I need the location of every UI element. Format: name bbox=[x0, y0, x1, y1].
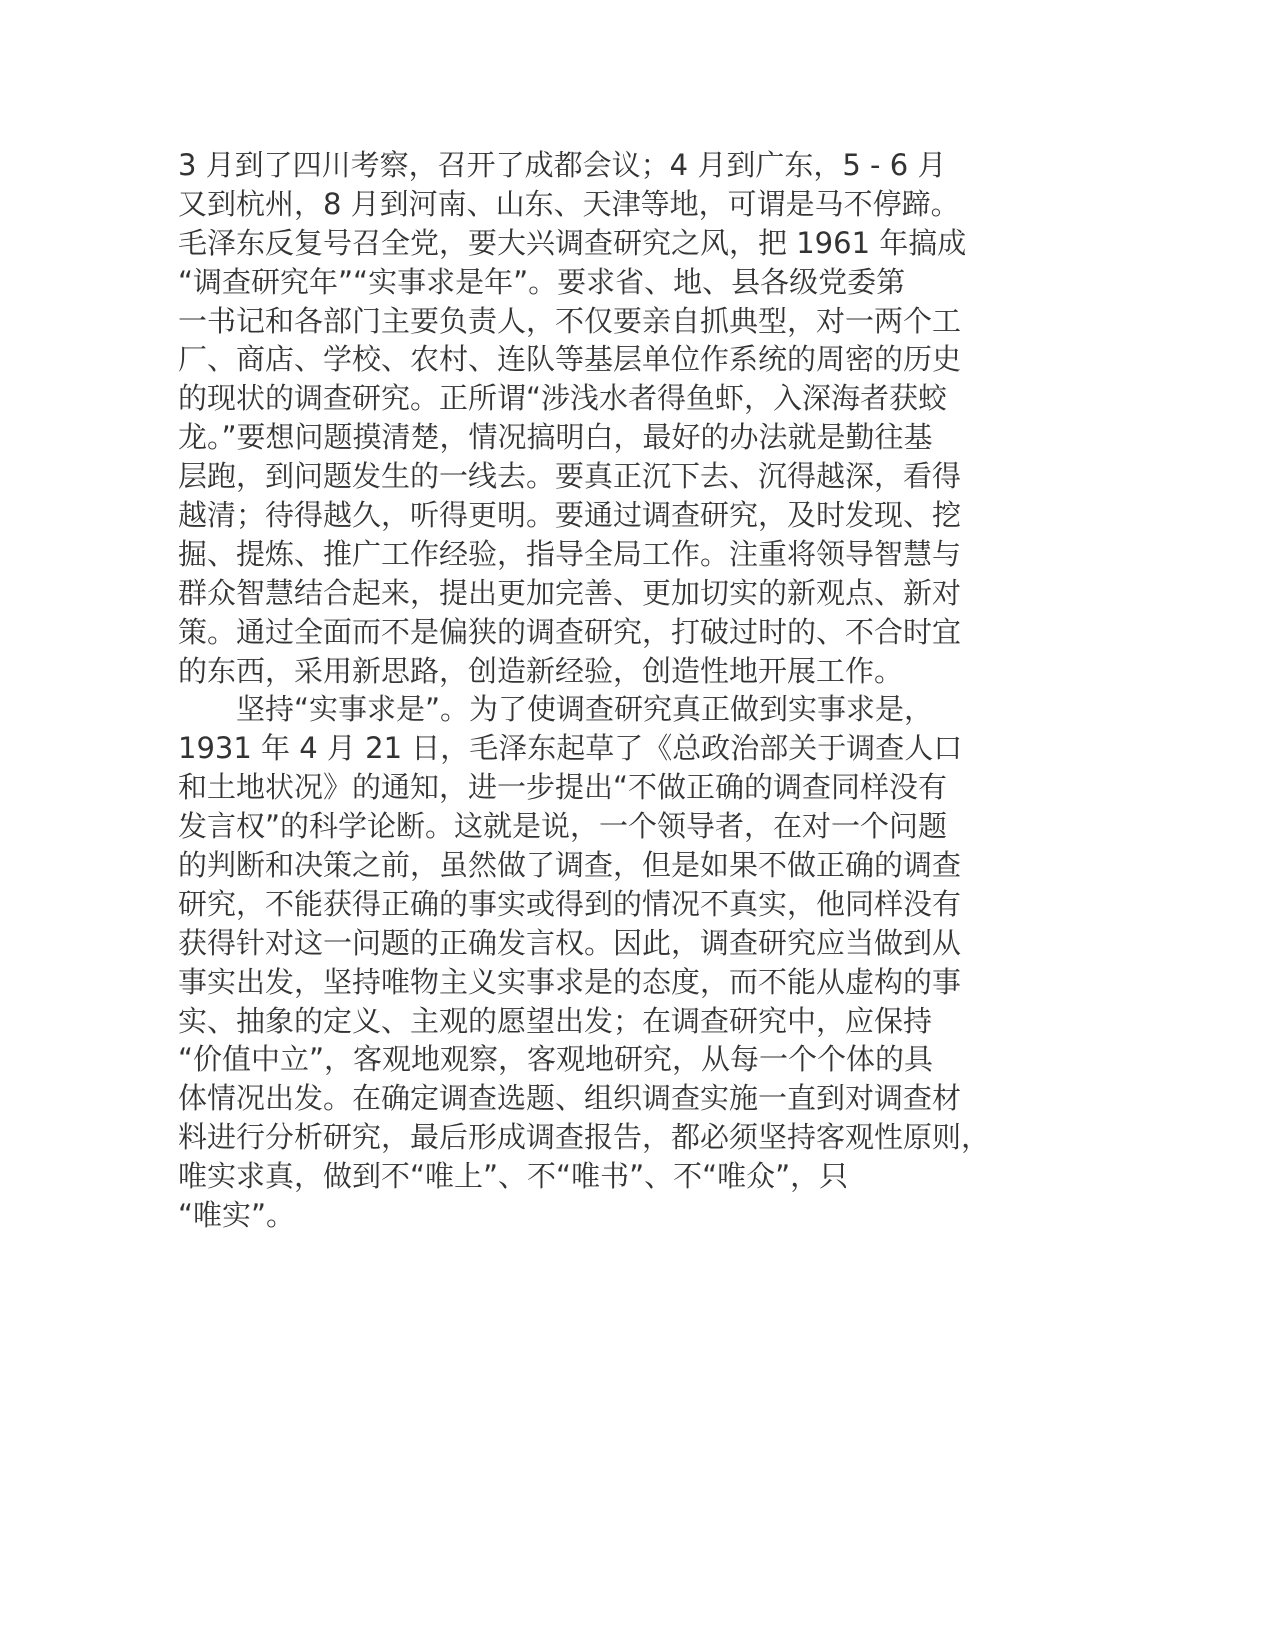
text-line: 的东西，采用新思路，创造新经验，创造性地开展工作。 bbox=[178, 653, 904, 688]
text-line: 又到杭州，8 月到河南、山东、天津等地，可谓是马不停蹄。 bbox=[178, 186, 960, 221]
text-line: 越清；待得越久，听得更明。要通过调查研究，及时发现、挖 bbox=[178, 498, 962, 533]
text-line: 实、抽象的定义、主观的愿望出发；在调查研究中，应保持 bbox=[178, 1003, 933, 1038]
body-text bbox=[178, 146, 1078, 1235]
text-line: 发言权”的科学论断。这就是说，一个领导者，在对一个问题 bbox=[178, 809, 948, 844]
text-line: 群众智慧结合起来，提出更加完善、更加切实的新观点、新对 bbox=[178, 575, 962, 610]
text-line: 体情况出发。在确定调查选题、组织调查实施一直到对调查材 bbox=[178, 1081, 962, 1116]
text-line: 掘、提炼、推广工作经验，指导全局工作。注重将领导智慧与 bbox=[178, 536, 962, 571]
text-line: 唯实求真，做到不“唯上”、不“唯书”、不“唯众”，只 bbox=[178, 1159, 849, 1194]
text-line: 一书记和各部门主要负责人，不仅要亲自抓典型，对一两个工 bbox=[178, 303, 962, 338]
text-line: 1931 年 4 月 21 日，毛泽东起草了《总政治部关于调查人口 bbox=[178, 731, 963, 766]
text-line: 策。通过全面而不是偏狭的调查研究，打破过时的、不合时宜 bbox=[178, 614, 962, 649]
text-line: 毛泽东反复号召全党，要大兴调查研究之风，把 1961 年搞成 bbox=[178, 225, 967, 260]
text-line: 获得针对这一问题的正确发言权。因此，调查研究应当做到从 bbox=[178, 925, 962, 960]
text-line: 料进行分析研究，最后形成调查报告，都必须坚持客观性原则， bbox=[178, 1120, 991, 1155]
text-line: 坚持“实事求是”。为了使调查研究真正做到实事求是， bbox=[178, 692, 934, 727]
text-line: 事实出发，坚持唯物主义实事求是的态度，而不能从虚构的事 bbox=[178, 964, 962, 999]
text-line: 的现状的调查研究。正所谓“涉浅水者得鱼虾，入深海者获蛟 bbox=[178, 381, 948, 416]
text-line: 和土地状况》的通知，进一步提出“不做正确的调查同样没有 bbox=[178, 770, 948, 805]
text-line: 的判断和决策之前，虽然做了调查，但是如果不做正确的调查 bbox=[178, 848, 962, 883]
text-line: 层跑，到问题发生的一线去。要真正沉下去、沉得越深，看得 bbox=[178, 459, 962, 494]
text-line: “价值中立”，客观地观察，客观地研究，从每一个个体的具 bbox=[178, 1042, 934, 1077]
text-line: 厂、商店、学校、农村、连队等基层单位作系统的周密的历史 bbox=[178, 342, 962, 377]
text-line: “唯实”。 bbox=[178, 1198, 296, 1233]
text-line: 3 月到了四川考察，召开了成都会议；4 月到广东，5 - 6 月 bbox=[178, 148, 947, 182]
text-line: 龙。”要想问题摸清楚，情况搞明白，最好的办法就是勤往基 bbox=[178, 420, 933, 455]
text-line: “调查研究年”“实事求是年”。要求省、地、县各级党委第 bbox=[178, 264, 906, 299]
text-line: 研究，不能获得正确的事实或得到的情况不真实，他同样没有 bbox=[178, 886, 962, 921]
